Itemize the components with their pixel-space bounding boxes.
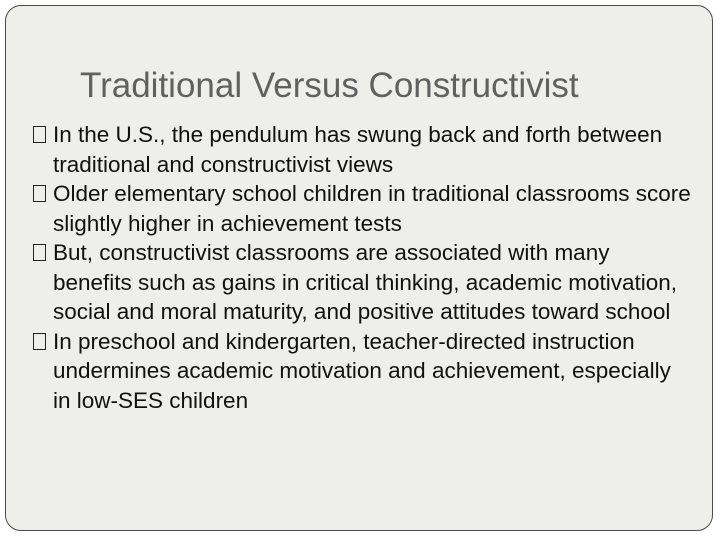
bullet-list bbox=[31, 120, 691, 415]
bullet-text: In the U.S., the pendulum has swung back and forth between traditional and constructivist views bbox=[53, 122, 663, 177]
bullet-text: In preschool and kindergarten, teacher-directed instruction undermines academic motivation and achievement, especially in low-SES children bbox=[53, 328, 671, 413]
bullet-text: Older elementary school children in traditional classrooms score slightly higher in achievement tests bbox=[53, 181, 691, 236]
slide-title: Traditional Versus Constructivist bbox=[80, 66, 579, 105]
square-bullet-icon bbox=[33, 333, 46, 350]
slide bbox=[5, 5, 713, 531]
square-bullet-icon bbox=[33, 244, 46, 261]
bullet-item bbox=[31, 238, 691, 327]
bullet-item bbox=[31, 327, 691, 416]
square-bullet-icon bbox=[33, 185, 46, 202]
bullet-item bbox=[31, 179, 691, 238]
square-bullet-icon bbox=[33, 126, 46, 143]
bullet-text: But, constructivist classrooms are associated with many benefits such as gains in critical thinking, academic motivation, social and moral maturity, and positive attitudes toward school bbox=[53, 240, 678, 324]
bullet-item bbox=[31, 120, 691, 179]
